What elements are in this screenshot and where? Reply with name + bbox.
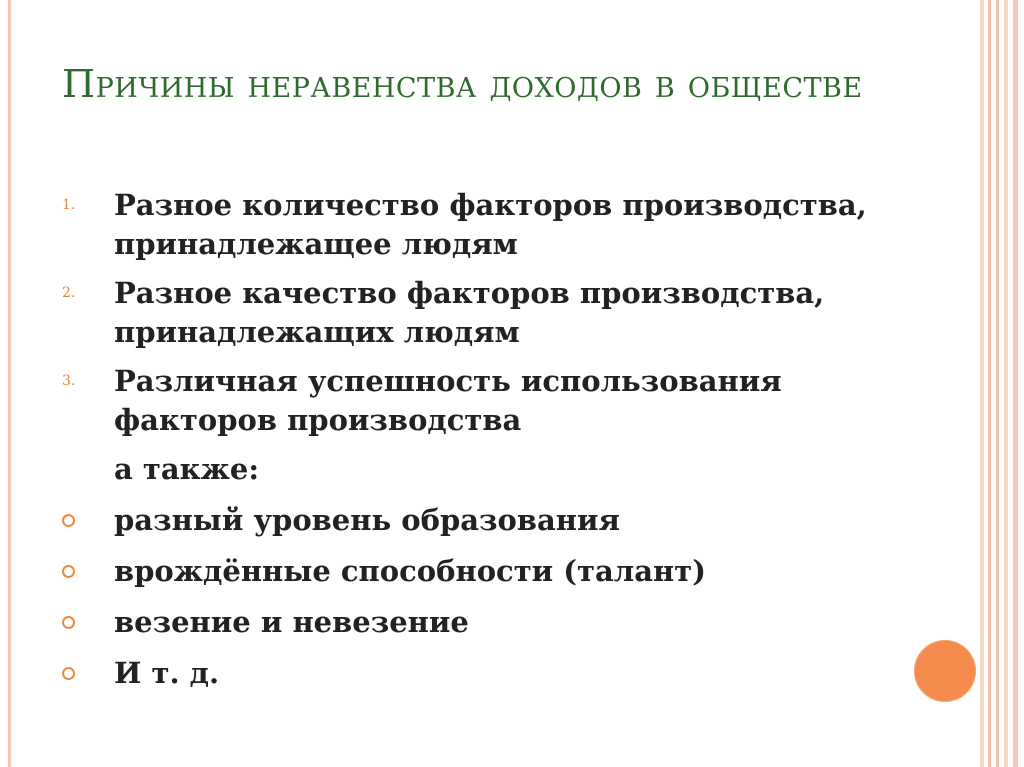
decorative-circle	[914, 640, 976, 702]
bullet-circle-icon	[62, 565, 75, 578]
bullet-circle-icon	[62, 616, 75, 629]
bullet-circle-icon	[62, 667, 75, 680]
bullet-text: везение и невезение	[114, 605, 469, 639]
bullet-item	[62, 654, 902, 693]
item-text: Разное количество факторов производства, принадлежащее людям	[114, 188, 867, 261]
stripe	[996, 0, 999, 767]
item-number: 1.	[62, 197, 76, 213]
bullet-item	[62, 501, 902, 540]
decorative-stripes	[980, 0, 1024, 767]
numbered-item	[62, 274, 902, 352]
item-number: 3.	[62, 373, 76, 389]
stripe	[988, 0, 991, 767]
slide-title: Причины неравенства доходов в обществе	[62, 62, 863, 106]
bullet-item	[62, 603, 902, 642]
stripe	[980, 0, 984, 767]
item-number: 2.	[62, 285, 76, 301]
bullet-item	[62, 552, 902, 591]
stripe	[1013, 0, 1018, 767]
intro-text: а также:	[114, 452, 260, 486]
numbered-item	[62, 362, 902, 440]
item-text: Разное качество факторов производства, принадлежащих людям	[114, 276, 825, 349]
item-text: Различная успешность использования факторов производства	[114, 364, 782, 437]
bullet-text: разный уровень образования	[114, 503, 620, 537]
bullet-text: И т. д.	[114, 656, 220, 690]
slide-content	[62, 186, 902, 705]
numbered-item	[62, 186, 902, 264]
bullet-circle-icon	[62, 514, 75, 527]
stripe	[1004, 0, 1008, 767]
bullet-text: врождённые способности (талант)	[114, 554, 706, 588]
